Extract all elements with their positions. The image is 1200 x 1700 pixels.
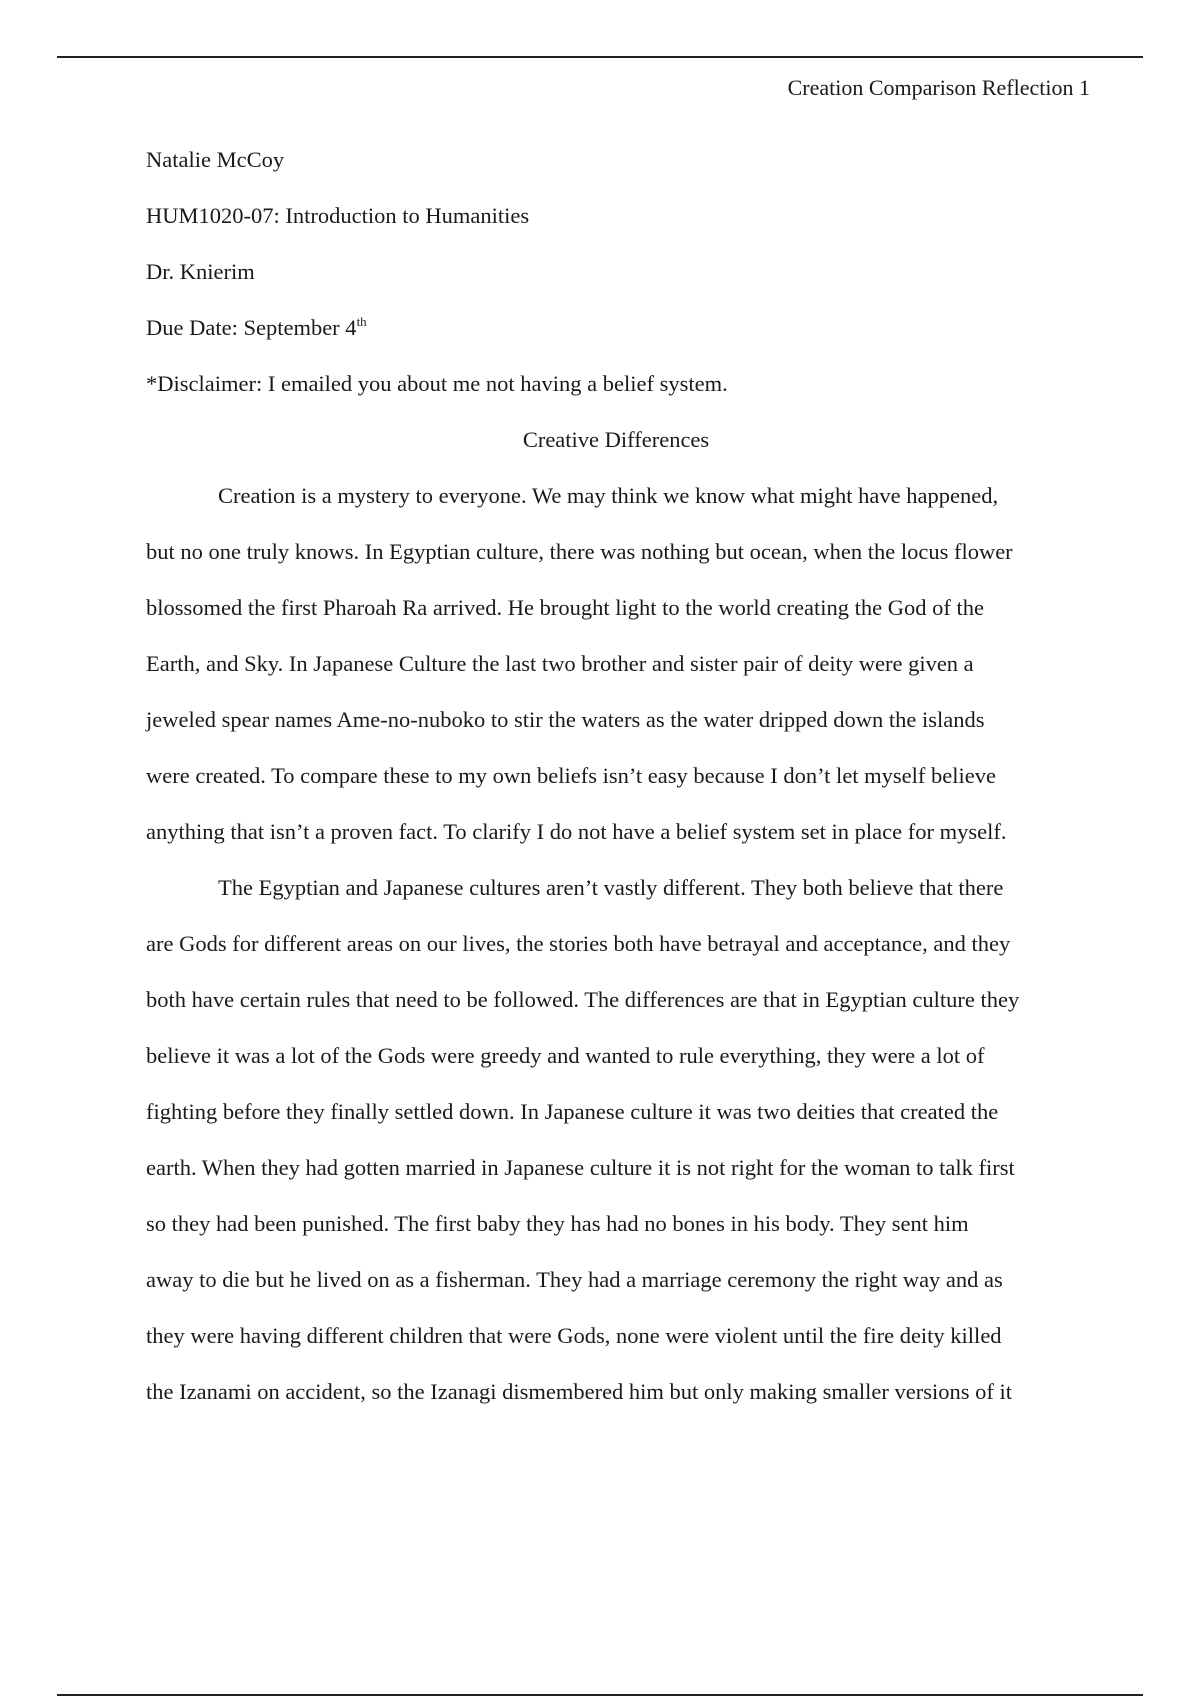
paragraph-line: are Gods for different areas on our lives, the stories both have betrayal and acceptance, and they: [146, 931, 1011, 956]
paragraph-line: Earth, and Sky. In Japanese Culture the last two brother and sister pair of deity were given a: [146, 651, 974, 676]
paragraph-line: but no one truly knows. In Egyptian culture, there was nothing but ocean, when the locus flower: [146, 539, 1013, 564]
due-date-text: Due Date: September 4: [146, 315, 357, 340]
due-date-ordinal: th: [356, 314, 367, 329]
bottom-page-divider: [57, 1694, 1143, 1696]
paragraph-1: [146, 478, 1086, 870]
paragraph-line: Creation is a mystery to everyone. We may think we know what might have happened,: [218, 483, 999, 508]
paragraph-line: away to die but he lived on as a fisherman. They had a marriage ceremony the right way and as: [146, 1267, 1003, 1292]
paragraph-line: The Egyptian and Japanese cultures aren’t vastly different. They both believe that there: [218, 875, 1004, 900]
paragraph-line: jeweled spear names Ame-no-nuboko to stir the waters as the water dripped down the islands: [146, 707, 985, 732]
document-body: [146, 142, 1086, 1430]
due-date: [146, 310, 1086, 366]
running-head: Creation Comparison Reflection 1: [787, 75, 1090, 100]
paragraph-line: blossomed the first Pharoah Ra arrived. He brought light to the world creating the God of the: [146, 595, 984, 620]
disclaimer: *Disclaimer: I emailed you about me not having a belief system.: [146, 371, 728, 396]
paragraph-2: [146, 870, 1086, 1430]
essay-title: Creative Differences: [522, 427, 710, 452]
paragraph-line: they were having different children that were Gods, none were violent until the fire deity killed: [146, 1323, 1002, 1348]
paragraph-line: the Izanami on accident, so the Izanagi dismembered him but only making smaller versions of it: [146, 1379, 1013, 1404]
paragraph-line: were created. To compare these to my own beliefs isn’t easy because I don’t let myself believe: [146, 763, 997, 788]
paragraph-line: both have certain rules that need to be followed. The differences are that in Egyptian culture they: [146, 987, 1020, 1012]
paragraph-line: anything that isn’t a proven fact. To clarify I do not have a belief system set in place for myself.: [146, 819, 1007, 844]
author-name: Natalie McCoy: [146, 147, 285, 172]
paragraph-line: so they had been punished. The first baby they has had no bones in his body. They sent him: [146, 1211, 969, 1236]
instructor-name: Dr. Knierim: [146, 259, 255, 284]
course-name: HUM1020-07: Introduction to Humanities: [146, 203, 530, 228]
paragraph-line: fighting before they finally settled down. In Japanese culture it was two deities that created the: [146, 1099, 999, 1124]
paragraph-line: believe it was a lot of the Gods were greedy and wanted to rule everything, they were a lot of: [146, 1043, 985, 1068]
paragraph-line: earth. When they had gotten married in Japanese culture it is not right for the woman to talk first: [146, 1155, 1015, 1180]
